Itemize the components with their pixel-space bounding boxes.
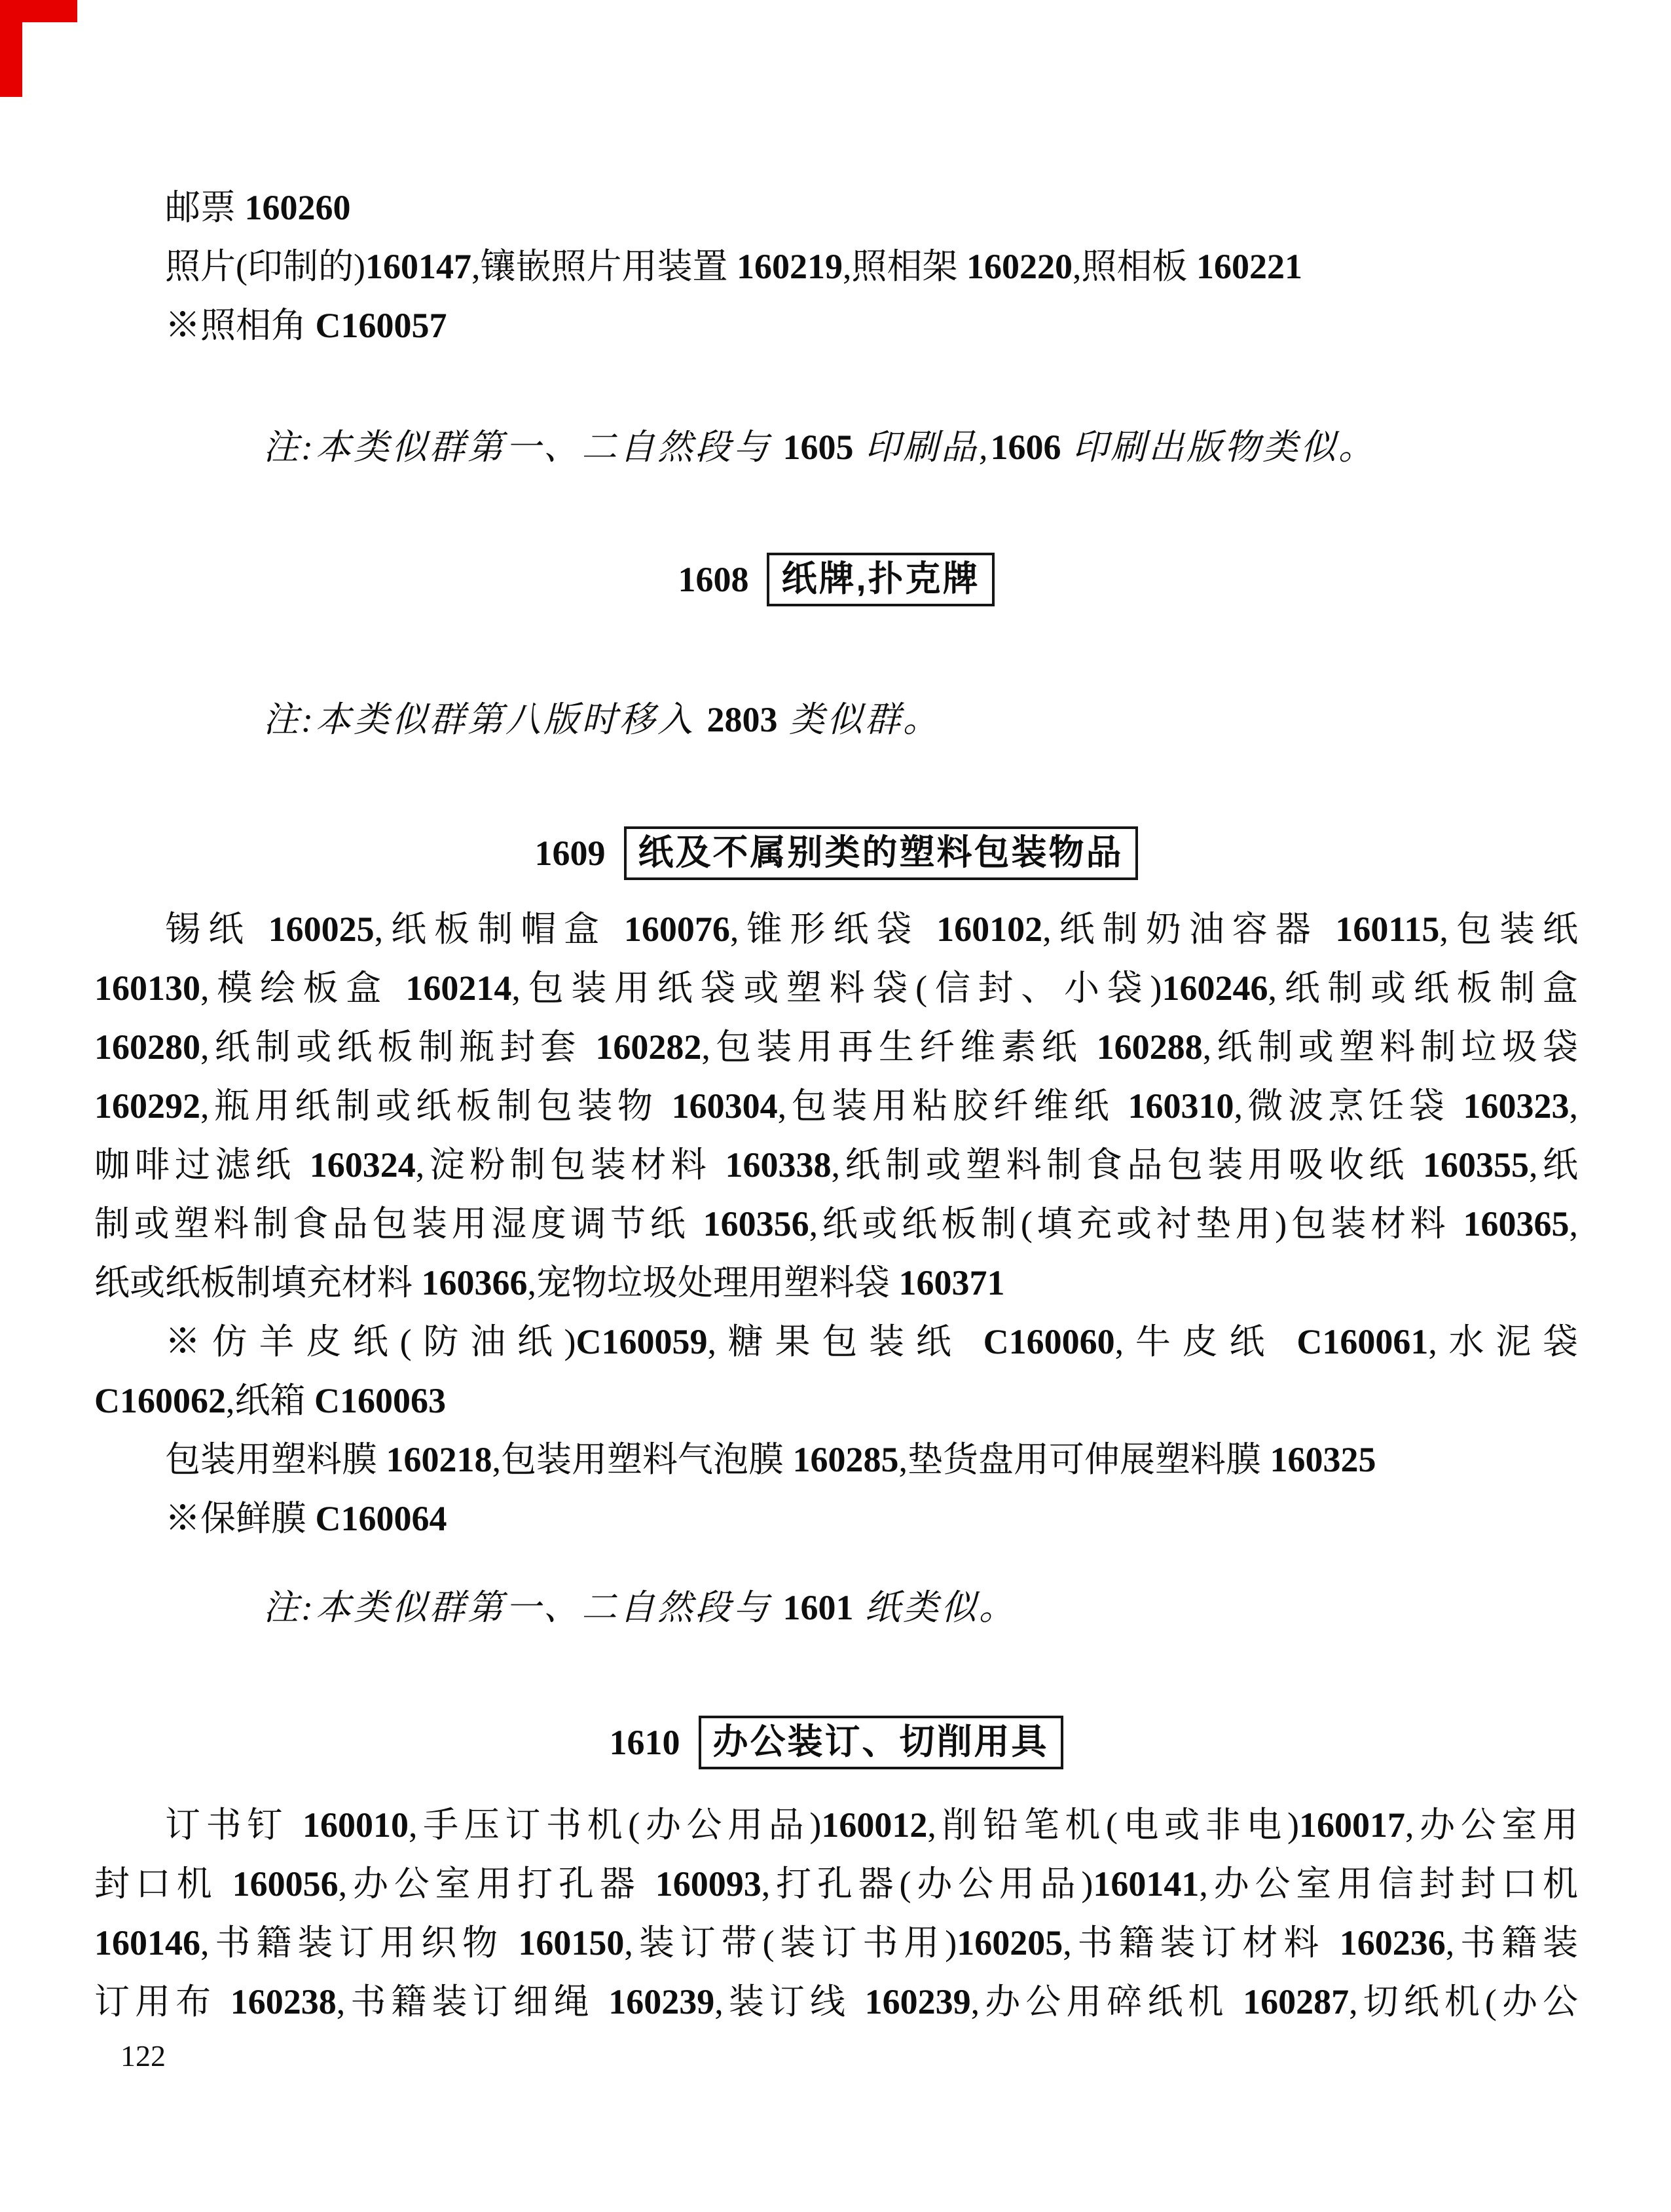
text-line: 160146,书籍装订用织物 160150,装订带(装订书用)160205,书籍装订材料 160236,书籍装 bbox=[94, 1923, 1579, 1963]
text-line: 订书钉 160010,手压订书机(办公用品)160012,削铅笔机(电或非电)160017,办公室用 bbox=[165, 1805, 1579, 1845]
text-line: 订用布 160238,书籍装订细绳 160239,装订线 160239,办公用碎纸机 160287,切纸机(办公 bbox=[94, 1982, 1579, 2022]
text-line: 160130,模绘板盒 160214,包装用纸袋或塑料袋(信封、小袋)160246,纸制或纸板制盒 bbox=[94, 968, 1579, 1008]
text-line: 制或塑料制食品包装用湿度调节纸 160356,纸或纸板制(填充或衬垫用)包装材料 160365, bbox=[94, 1204, 1579, 1244]
note-line: 注:本类似群第一、二自然段与 1601 纸类似。 bbox=[263, 1588, 1017, 1628]
text-line: 160280,纸制或纸板制瓶封套 160282,包装用再生纤维素纸 160288,纸制或塑料制垃圾袋 bbox=[94, 1027, 1579, 1067]
text-line: 包装用塑料膜 160218,包装用塑料气泡膜 160285,垫货盘用可伸展塑料膜 160325 bbox=[165, 1440, 1376, 1480]
text-line: 160292,瓶用纸制或纸板制包装物 160304,包装用粘胶纤维纸 160310,微波烹饪袋 160323, bbox=[94, 1086, 1579, 1126]
page-number: 122 bbox=[120, 2039, 166, 2073]
text-line: 照片(印制的)160147,镶嵌照片用装置 160219,照相架 160220,照相板 160221 bbox=[165, 247, 1302, 286]
text-line: ※照相角 C160057 bbox=[165, 306, 447, 345]
text-line: C160062,纸箱 C160063 bbox=[94, 1381, 446, 1421]
section-heading-1609 bbox=[94, 826, 1578, 880]
text-line: 锡纸 160025,纸板制帽盒 160076,锥形纸袋 160102,纸制奶油容器 160115,包装纸 bbox=[165, 910, 1579, 949]
section-code: 1609 bbox=[534, 833, 606, 873]
red-corner-mark-horizontal bbox=[0, 0, 77, 22]
note-line: 注:本类似群第一、二自然段与 1605 印刷品,1606 印刷出版物类似。 bbox=[263, 428, 1376, 467]
text-line: 纸或纸板制填充材料 160366,宠物垃圾处理用塑料袋 160371 bbox=[94, 1263, 1005, 1303]
text-line: ※保鲜膜 C160064 bbox=[165, 1499, 447, 1539]
section-code: 1610 bbox=[609, 1722, 680, 1762]
section-title-box: 纸及不属别类的塑料包装物品 bbox=[624, 826, 1138, 880]
text-line: 咖啡过滤纸 160324,淀粉制包装材料 160338,纸制或塑料制食品包装用吸收纸 160355,纸 bbox=[94, 1145, 1578, 1185]
page-content bbox=[94, 0, 1578, 2076]
section-title-box: 纸牌,扑克牌 bbox=[767, 553, 994, 606]
text-line: 封口机 160056,办公室用打孔器 160093,打孔器(办公用品)160141,办公室用信封封口机 bbox=[94, 1864, 1579, 1904]
section-heading-1610 bbox=[94, 1716, 1578, 1769]
section-title-box: 办公装订、切削用具 bbox=[699, 1716, 1063, 1769]
note-line: 注:本类似群第八版时移入 2803 类似群。 bbox=[263, 700, 941, 740]
section-code: 1608 bbox=[678, 559, 749, 599]
section-heading-1608 bbox=[94, 553, 1578, 606]
text-line: 邮票 160260 bbox=[165, 188, 351, 227]
text-line: ※仿羊皮纸(防油纸)C160059,糖果包装纸 C160060,牛皮纸 C160061,水泥袋 bbox=[165, 1322, 1579, 1362]
